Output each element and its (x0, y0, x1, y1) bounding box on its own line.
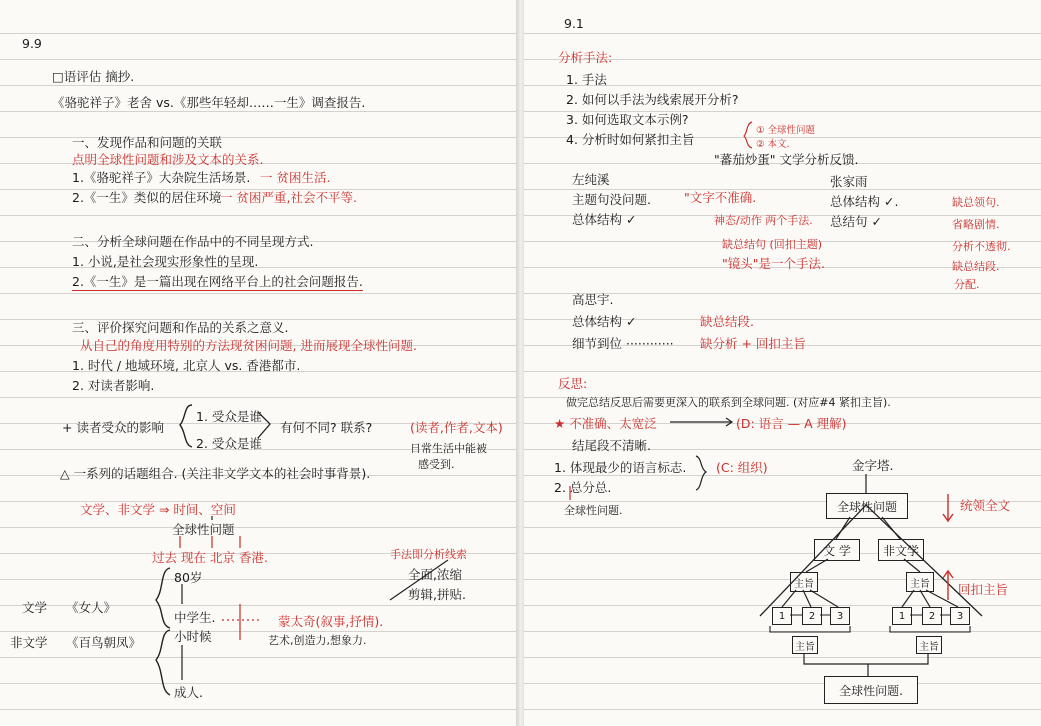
pyramid-label: 金字塔. (852, 458, 894, 473)
pyramid-arrow-label: 统领全文 (960, 498, 1011, 513)
feedback-line: 神态/动作 两个手法. (714, 214, 813, 227)
list-item: 2.《一生》是一篇出现在网络平台上的社会问题报告. (72, 274, 363, 289)
pyramid-theme-box: 主旨 (916, 636, 942, 654)
pyramid-node: 3 (830, 607, 850, 625)
timeline-label: 中学生. (174, 610, 216, 625)
timeline-label: 成人. (174, 685, 203, 700)
list-item-note: ② 本文. (756, 139, 790, 150)
reviewer-name: 高思宇. (572, 292, 614, 307)
section-title: 一、发现作品和问题的关联 (72, 135, 223, 150)
reviewer-name: 张家雨 (830, 174, 868, 189)
date-label: 9.9 (22, 36, 42, 51)
feedback-critique: 缺分析 + 回扣主旨 (700, 336, 806, 351)
list-item-note: 一 贫困生活. (260, 170, 331, 185)
feedback-critique: 分析不透彻. (952, 240, 1011, 253)
section-title: 三、评价探究问题和作品的关系之意义. (72, 320, 289, 335)
list-item: 1. 手法 (566, 72, 607, 87)
montage-label: 蒙太奇(叙事,抒情). (278, 614, 384, 629)
feedback-critique: 缺总领句. (952, 196, 1000, 209)
list-item: 2.《一生》类似的居住环境 (72, 190, 222, 205)
pyramid-bottom-box: 全球性问题. (824, 676, 918, 704)
pyramid-node: 1 (892, 607, 912, 625)
section-subtitle: 点明全球性问题和涉及文本的关系. (72, 152, 264, 167)
technique-title: 手法即分析线索 (390, 548, 467, 561)
reflection-line: 2. 总分总. (554, 480, 612, 495)
reflection-note: (C: 组织) (716, 460, 768, 475)
list-item: 2. 如何以手法为线索展开分析? (566, 92, 739, 107)
reflection-line: 全球性问题. (564, 504, 623, 517)
header-line: 《骆驼祥子》老舍 vs.《那些年轻却……一生》调查报告. (52, 95, 366, 110)
pyramid-top-box: 全球性问题 (826, 493, 908, 519)
mindmap-top: 文学、非文学 ⇒ 时间、空间 (80, 502, 236, 517)
pyramid-theme-box: 主旨 (906, 572, 934, 592)
section-title: 分析手法: (558, 50, 613, 65)
nonliterature-label: 非文学 (10, 635, 48, 650)
reflection-line: 结尾段不清晰. (572, 438, 651, 453)
list-item: 1. 时代 / 地域环境, 北京人 vs. 香港都市. (72, 358, 301, 373)
reader-option: 1. 受众是谁 (196, 409, 262, 424)
pyramid-theme-box: 主旨 (792, 636, 818, 654)
pyramid-node: 2 (802, 607, 822, 625)
technique-item: 全面,浓缩 (408, 567, 462, 582)
section-subtitle: 从自己的角度用特别的方法现贫困问题, 进而展现全球性问题. (80, 338, 417, 353)
reader-lead: + 读者受众的影响 (62, 420, 164, 435)
list-item: 2. 对读者影响. (72, 378, 155, 393)
timeline-label: 80岁 (174, 570, 203, 585)
right-page (524, 0, 1041, 726)
reflection-star: ★ 不准确、太宽泛 (554, 416, 657, 431)
left-page-strokes (0, 0, 518, 726)
mindmap-tags: 过去 现在 北京 香港. (152, 550, 268, 565)
pyramid-node: 3 (950, 607, 970, 625)
feedback-line: 缺总结句 (回扣主题) (722, 238, 823, 251)
right-page-strokes (524, 0, 1041, 726)
feedback-critique: 缺总结段. (700, 314, 754, 329)
list-item-note: ① 全球性问题 (756, 125, 816, 136)
reader-note: (读者,作者,文本) (410, 420, 503, 435)
feedback-line: 主题句没问题. (572, 192, 651, 207)
section-title: 二、分析全球问题在作品中的不同呈现方式. (72, 234, 314, 249)
reader-question: 有何不同? 联系? (280, 420, 373, 435)
list-item: 1.《骆驼祥子》大杂院生活场景. (72, 170, 251, 185)
header-line: □语评估 摘抄. (52, 69, 135, 84)
reviewer-name: 左纯溪 (572, 172, 610, 187)
feedback-line: "文字不准确. (684, 190, 757, 205)
list-item: 4. 分析时如何紧扣主旨 (566, 132, 695, 147)
date-label: 9.1 (564, 16, 584, 31)
feedback-line: 总体结构 ✓ (572, 314, 637, 329)
feedback-line: 细节到位 ············ (572, 336, 674, 351)
feedback-line: 总体结构 ✓. (830, 194, 899, 209)
feedback-line: 总体结构 ✓ (572, 212, 637, 227)
list-item-note: 一 贫困严重,社会不平等. (220, 190, 357, 205)
work-title: 《百鸟朝凤》 (66, 635, 142, 650)
list-item: 1. 小说,是社会现实形象性的呈现. (72, 254, 259, 269)
pyramid-arrow-label: 回扣主旨 (958, 582, 1009, 597)
reflection-note: (D: 语言 — A 理解) (736, 416, 847, 431)
list-item: 3. 如何选取文本示例? (566, 112, 689, 127)
feedback-critique: 分配. (954, 278, 980, 291)
reader-note: 感受到. (418, 458, 455, 471)
montage-note: 艺术,创造力,想象力. (268, 634, 367, 647)
reflection-line: 做完总结反思后需要更深入的联系到全球问题. (对应#4 紧扣主旨). (566, 396, 891, 409)
pyramid-theme-box: 主旨 (790, 572, 818, 592)
literature-label: 文学 (22, 600, 48, 615)
section-title: 反思: (558, 376, 588, 391)
pyramid-nonlit-box: 非文学 (878, 539, 924, 561)
left-page (0, 0, 518, 726)
pyramid-node: 1 (772, 607, 792, 625)
feedback-line: 总结句 ✓ (830, 214, 882, 229)
feedback-critique: 缺总结段. (952, 260, 1000, 273)
feedback-line: "镜头"是一个手法. (722, 256, 825, 271)
series-note: △ 一系列的话题组合. (关注非文学文本的社会时事背景). (60, 466, 371, 481)
timeline-label: 小时候 (174, 629, 212, 644)
work-title: 《女人》 (66, 600, 117, 615)
reader-option: 2. 受众是谁 (196, 436, 262, 451)
reader-note: 日常生活中能被 (410, 442, 487, 455)
feedback-critique: 省略剧情. (952, 218, 1000, 231)
mindmap-center: 全球性问题 (172, 522, 235, 537)
feedback-title: "蕃茄炒蛋" 文学分析反馈. (714, 152, 859, 167)
pyramid-node: 2 (922, 607, 942, 625)
technique-item: 剪辑,拼贴. (408, 587, 466, 602)
reflection-line: 1. 体现最少的语言标志. (554, 460, 687, 475)
pyramid-lit-box: 文 学 (814, 539, 860, 561)
